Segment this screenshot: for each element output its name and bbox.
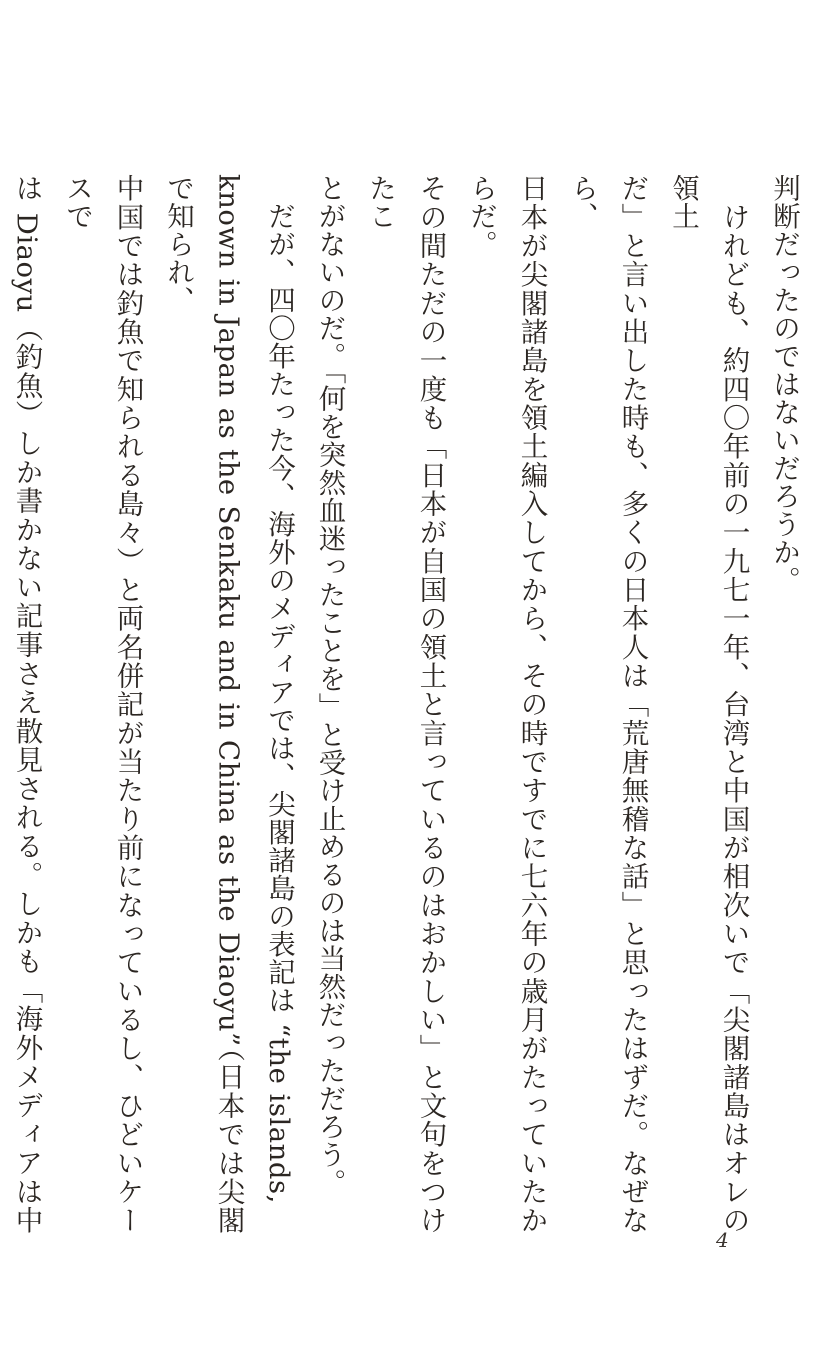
text-line: known in Japan as the Senkaku and in China as the Diaoyu”（日本では尖閣で知られ、 — [162, 174, 245, 1234]
body-text — [0, 174, 809, 1234]
text-line: けれども、約四〇年前の一九七一年、台湾と中国が相次いで「尖閣諸島はオレの領土 — [667, 174, 750, 1234]
text-line: だが、四〇年たった今、海外のメディアでは、尖閣諸島の表記は “the islands, — [263, 174, 295, 1204]
text-line: 日本が尖閣諸島を領土編入してから、その時ですでに七六年の歳月がたっていたからだ。 — [465, 174, 548, 1234]
text-line: 判断だったのではないだろうか。 — [768, 174, 800, 594]
page-number: 4 — [716, 1228, 729, 1252]
text-line: その間ただの一度も「日本が自国の領土と言っているのはおかしい」と文句をつけたこ — [364, 174, 447, 1234]
text-line: は Diaoyu（釣魚）しか書かない記事さえ散見される。しかも「海外メディアは中 — [10, 174, 43, 1234]
text-line: だ」と言い出した時も、多くの日本人は「荒唐無稽な話」と思ったはずだ。なぜなら、 — [566, 174, 649, 1234]
text-line: 中国では釣魚で知られる島々）と両名併記が当たり前になっているし、ひどいケースで — [61, 174, 144, 1234]
text-line: とがないのだ。「何を突然血迷ったことを」と受け止めるのは当然だっただろう。 — [313, 174, 346, 1197]
